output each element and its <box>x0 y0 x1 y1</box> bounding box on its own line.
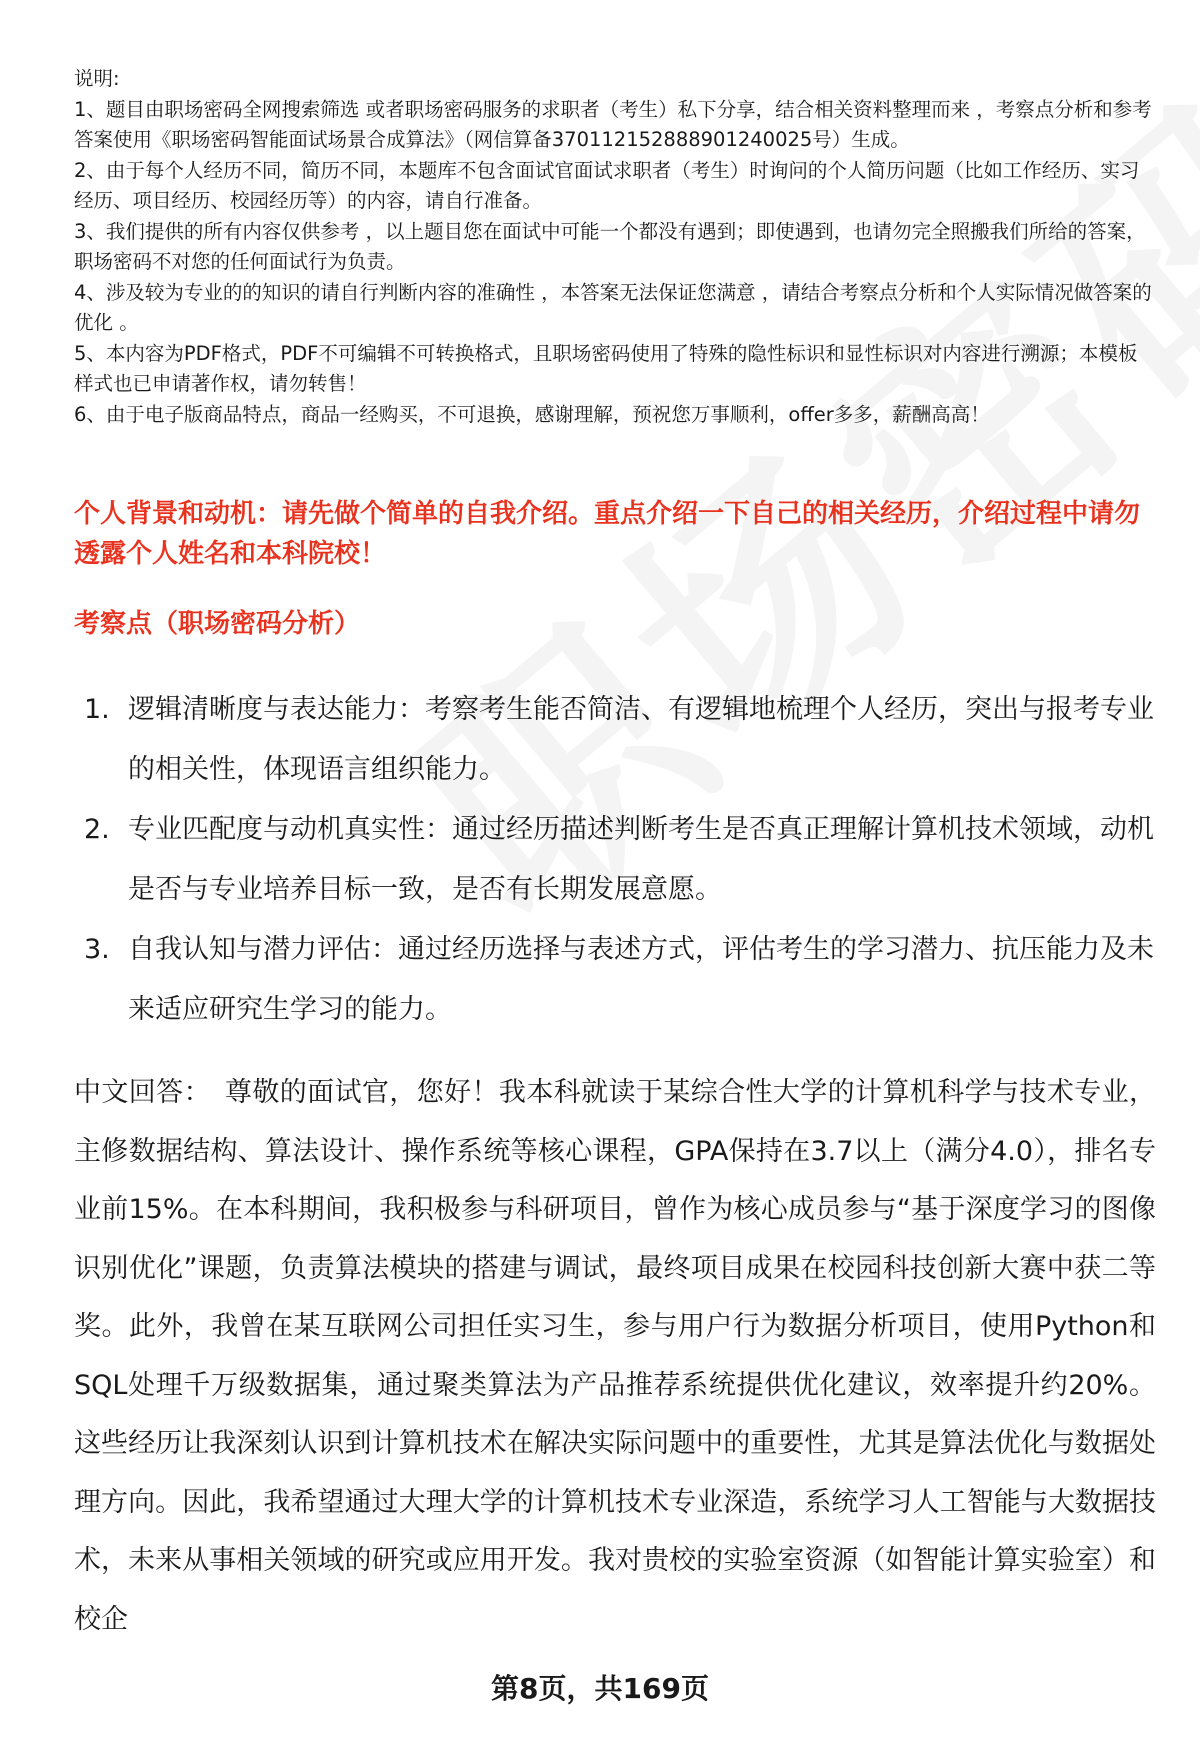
answer-paragraph <box>74 1064 1156 1649</box>
analysis-point <box>74 920 1154 1040</box>
notes-item: 2、由于每个人经历不同，简历不同，本题库不包含面试官面试求职者（考生）时询问的个人简历问题（比如工作经历、实习经历、项目经历、校园经历等）的内容，请自行准备。 <box>74 158 1140 212</box>
notes-item: 5、本内容为PDF格式，PDF不可编辑不可转换格式，且职场密码使用了特殊的隐性标识和显性标识对内容进行溯源；本模板样式也已申请著作权，请勿转售！ <box>74 341 1138 395</box>
point-text: 专业匹配度与动机真实性：通过经历描述判断考生是否真正理解计算机技术领域，动机是否与专业培养目标一致，是否有长期发展意愿。 <box>128 814 1154 905</box>
analysis-points-list <box>74 680 1154 1040</box>
notes-item: 3、我们提供的所有内容仅供参考 ，以上题目您在面试中可能一个都没有遇到；即使遇到，也请勿完全照搬我们所给的答案，职场密码不对您的任何面试行为负责。 <box>74 219 1146 273</box>
answer-label: 中文回答： <box>74 1077 211 1108</box>
notes-item: 4、涉及较为专业的的知识的请自行判断内容的准确性 ，本答案无法保证您满意 ，请结合考察点分析和个人实际情况做答案的优化 。 <box>74 280 1152 334</box>
question-heading: 个人背景和动机：请先做个简单的自我介绍。重点介绍一下自己的相关经历，介绍过程中请勿透露个人姓名和本科院校！ <box>74 499 1141 569</box>
answer-text: 尊敬的面试官，您好！我本科就读于某综合性大学的计算机科学与技术专业，主修数据结构、算法设计、操作系统等核心课程，GPA保持在3.7以上（满分4.0），排名专业前15%。在本科期间，我积极参与科研项目，曾作为核心成员参与“基于深度学习的图像识别优化”课题，负责算法模块的搭建与调试，最终项目成果在校园科技创新大赛中获二等奖。此外，我曾在某互联网公司担任实习生，参与用户行为数据分析项目，使用Python和SQL处理千万级数据集，通过聚类算法为产品推荐系统提供优化建议，效率提升约20%。这些经历让我深刻认识到计算机技术在解决实际问题中的重要性，尤其是算法优化与数据处理方向。因此，我希望通过大理大学的计算机技术专业深造，系统学习人工智能与大数据技术，未来从事相关领域的研究或应用开发。我对贵校的实验室资源（如智能计算实验室）和校企 <box>74 1077 1157 1635</box>
notes-item: 1、题目由职场密码全网搜索筛选 或者职场密码服务的求职者（考生）私下分享，结合相关资料整理而来 ，考察点分析和参考答案使用《职场密码智能面试场景合成算法》（网信算备370112152888901240025号）生成。 <box>74 97 1152 151</box>
notes-item: 6、由于电子版商品特点，商品一经购买，不可退换，感谢理解，预祝您万事顺利，offer多多，薪酬高高！ <box>74 402 990 426</box>
disclaimer-notes <box>74 64 1154 430</box>
point-text: 自我认知与潜力评估：通过经历选择与表述方式，评估考生的学习潜力、抗压能力及未来适应研究生学习的能力。 <box>128 934 1154 1025</box>
point-number: 2. <box>84 814 110 845</box>
point-text: 逻辑清晰度与表达能力：考察考生能否简洁、有逻辑地梳理个人经历，突出与报考专业的相关性，体现语言组织能力。 <box>128 694 1154 785</box>
analysis-title: 考察点（职场密码分析） <box>74 609 361 639</box>
point-number: 3. <box>84 934 110 965</box>
notes-heading: 说明: <box>74 67 120 90</box>
analysis-point <box>74 680 1154 800</box>
point-number: 1. <box>84 694 110 725</box>
page-number-footer: 第8页，共169页 <box>491 1672 709 1705</box>
analysis-point <box>74 800 1154 920</box>
